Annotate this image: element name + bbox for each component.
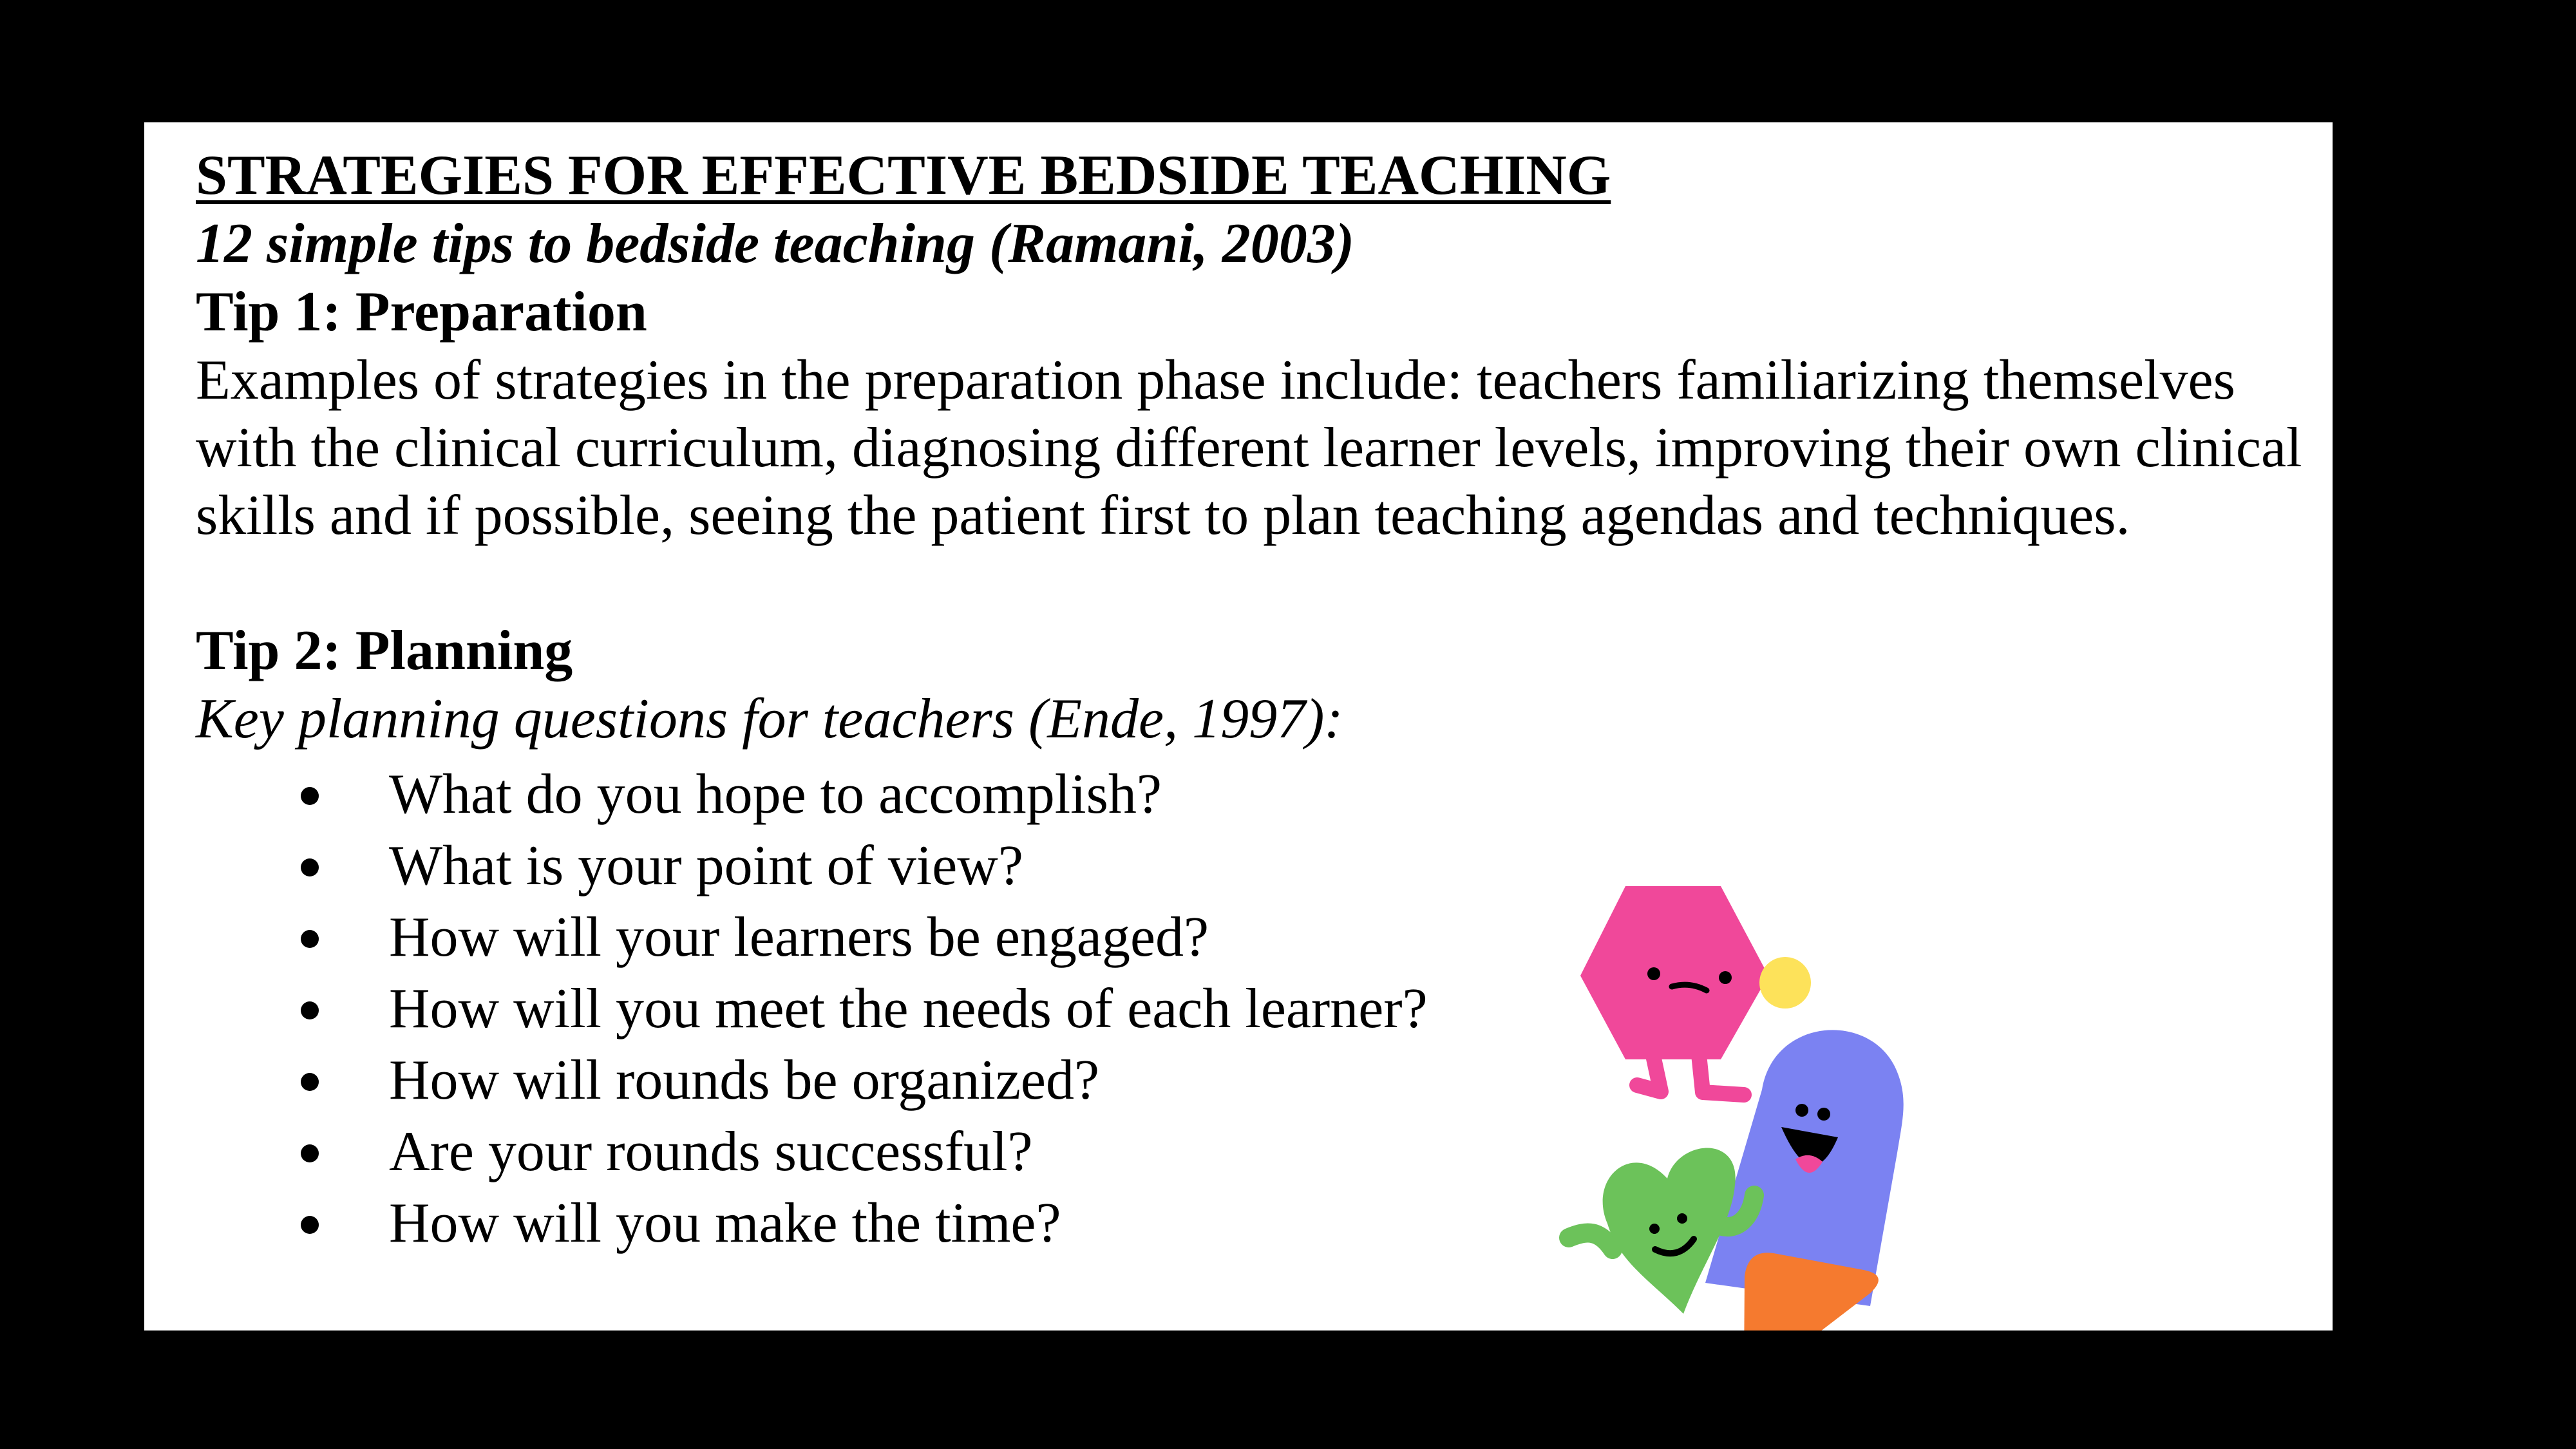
page-title: STRATEGIES FOR EFFECTIVE BEDSIDE TEACHING — [196, 144, 1611, 207]
bullet-icon — [301, 1216, 319, 1234]
yellow-dot-icon — [1759, 957, 1811, 1009]
document-page — [144, 122, 2333, 1331]
page-subtitle: 12 simple tips to bedside teaching (Ramani, 2003) — [196, 213, 1355, 275]
tip-1-heading: Tip 1: Preparation — [196, 281, 647, 343]
tip-2-heading: Tip 2: Planning — [196, 620, 573, 682]
paragraph-spacer — [196, 549, 2315, 617]
question-text: How will you meet the needs of each learner? — [389, 978, 1428, 1040]
bullet-icon — [301, 1073, 319, 1091]
question-text: How will your learners be engaged? — [389, 906, 1209, 969]
question-text: How will rounds be organized? — [389, 1049, 1100, 1112]
tip-2-intro: Key planning questions for teachers (Ende, 1997): — [196, 688, 1343, 750]
question-text: How will you make the time? — [389, 1192, 1061, 1255]
bullet-icon — [301, 858, 319, 876]
question-text: What is your point of view? — [389, 835, 1023, 897]
question-text: What do you hope to accomplish? — [389, 763, 1162, 826]
bullet-icon — [301, 1144, 319, 1162]
pink-hexagon-mascot-icon — [1580, 886, 1768, 1095]
question-text: Are your rounds successful? — [389, 1121, 1033, 1183]
bullet-icon — [301, 930, 319, 948]
bullet-icon — [301, 1001, 319, 1019]
tip-1-body: Examples of strategies in the preparation phase include: teachers familiarizing themselves with the clinical curriculum, diagnosing different learner levels, improving their own clinical skills and if possible, seeing the patient first to plan teaching agendas and techniques. — [196, 349, 2302, 547]
mascot-illustration — [1529, 734, 2333, 1331]
bullet-icon — [301, 787, 319, 805]
